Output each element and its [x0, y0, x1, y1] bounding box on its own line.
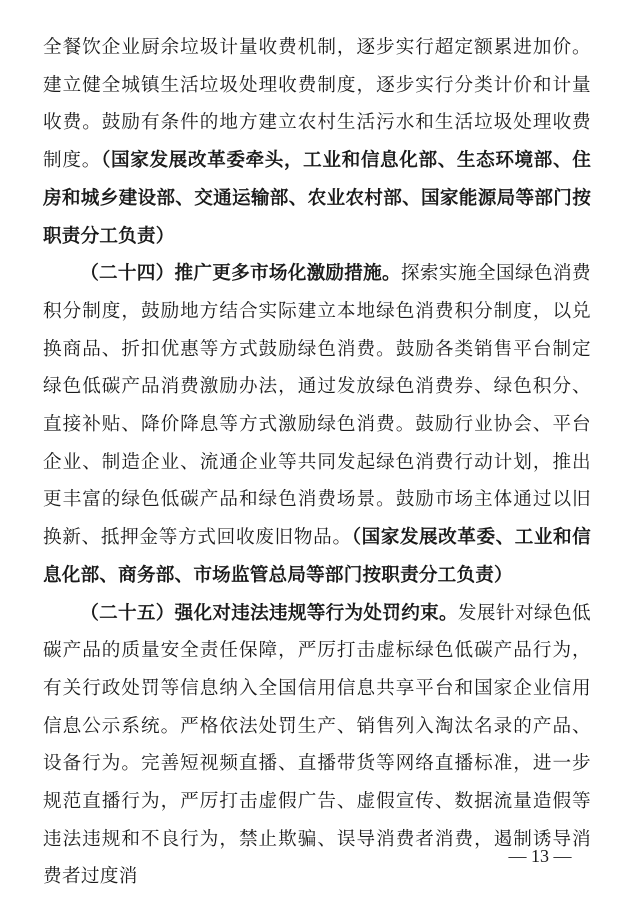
document-page: [43, 29, 591, 896]
paragraph-2: [43, 255, 591, 594]
paragraph-2-responsibility-note: （国家发展改革委、工业和信息化部、商务部、市场监管总局等部门按职责分工负责）: [43, 527, 591, 586]
paragraph-2-heading: （二十四）推广更多市场化激励措施。: [80, 263, 401, 285]
paragraph-2-body: 探索实施全国绿色消费积分制度，鼓励地方结合实际建立本地绿色消费积分制度，以兑换商品、折扣优惠等方式鼓励绿色消费。鼓励各类销售平台制定绿色低碳产品消费激励办法，通过发放绿色消费券、绿色积分、直接补贴、降价降息等方式激励绿色消费。鼓励行业协会、平台企业、制造企业、流通企业等共同发起绿色消费行动计划，推出更丰富的绿色低碳产品和绿色消费场景。鼓励市场主体通过以旧换新、抵押金等方式回收废旧物品。: [43, 263, 591, 549]
paragraph-1-responsibility-note: （国家发展改革委牵头，工业和信息化部、生态环境部、住房和城乡建设部、交通运输部、农业农村部、国家能源局等部门按职责分工负责）: [43, 150, 591, 247]
paragraph-1: [43, 29, 591, 255]
paragraph-3-heading: （二十五）强化对违法违规等行为处罚约束。: [80, 602, 458, 624]
page-number: — 13 —: [508, 846, 572, 866]
paragraph-3-body: 发展针对绿色低碳产品的质量安全责任保障，严厉打击虚标绿色低碳产品行为，有关行政处罚等信息纳入全国信用信息共享平台和国家企业信用信息公示系统。严格依法处罚生产、销售列入淘汰名录的产品、设备行为。完善短视频直播、直播带货等网络直播标准，进一步规范直播行为，严厉打击虚假广告、虚假宣传、数据流量造假等违法违规和不良行为，禁止欺骗、误导消费者消费，遏制诱导消费者过度消: [43, 602, 591, 888]
paragraph-1-body: 全餐饮企业厨余垃圾计量收费机制，逐步实行超定额累进加价。建立健全城镇生活垃圾处理收费制度，逐步实行分类计价和计量收费。鼓励有条件的地方建立农村生活污水和生活垃圾处理收费制度。: [43, 37, 591, 172]
